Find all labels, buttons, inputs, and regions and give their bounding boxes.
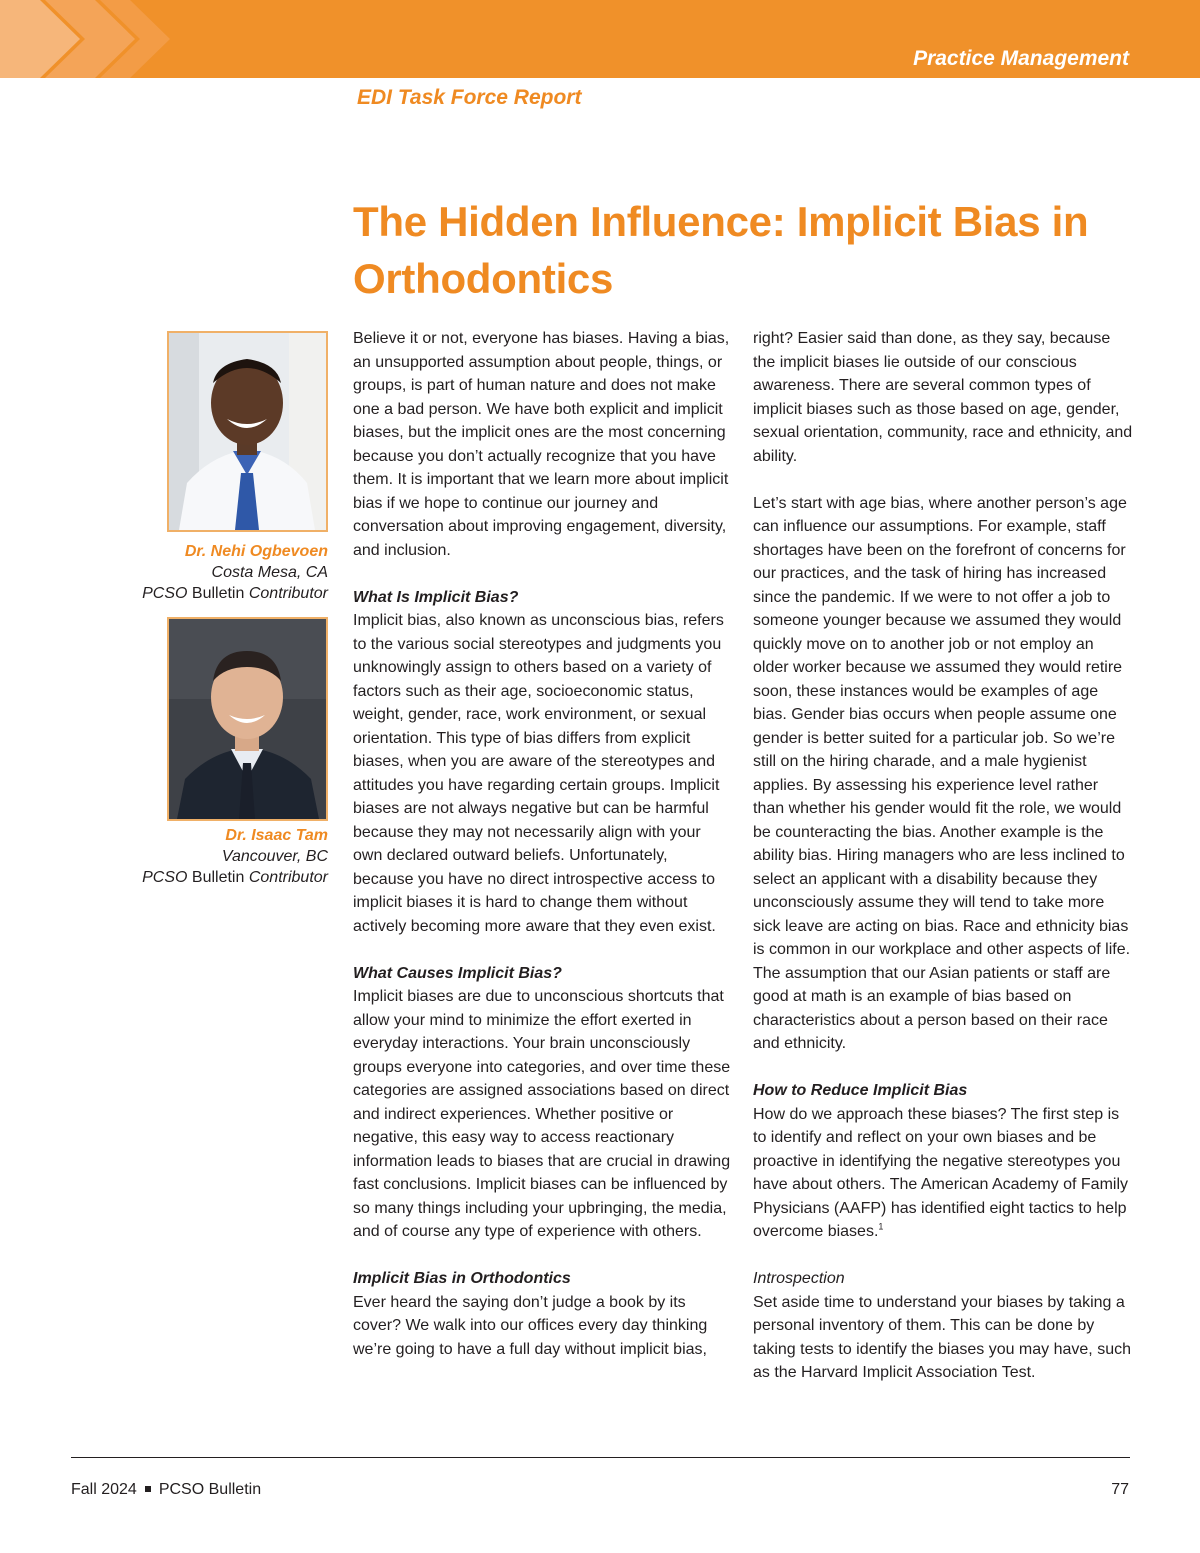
paragraph: Ever heard the saying don’t judge a book by its cover? We walk into our offices every day thinking we’re going to have a full day without implicit bias, xyxy=(353,1293,708,1358)
section-label: Practice Management xyxy=(913,47,1129,70)
author-role: Contributor xyxy=(248,585,328,602)
reference-marker: 1 xyxy=(878,1221,884,1232)
bullet-separator-icon xyxy=(145,1486,151,1492)
author-location: Vancouver, BC xyxy=(221,848,328,865)
paragraph: Believe it or not, everyone has biases. Having a bias, an unsupported assumption about people, things, or groups, is part of human nature and does not make one a bad person. We have both explicit and implicit biases, but the implicit ones are the most concerning because you don’t actually recognize that you have them. It is important that we learn more about implicit bias if we hope to continue our journey and conversation about improving engagement, diversity, and inclusion. xyxy=(353,330,730,559)
paragraph: Set aside time to understand your biases by taking a personal inventory of them. This can be done by taking tests to identify the biases you may have, such as the Harvard Implicit Association Test. xyxy=(753,1293,1131,1381)
footer-divider xyxy=(71,1457,1130,1458)
report-label: EDI Task Force Report xyxy=(357,86,582,109)
subheading: Implicit Bias in Orthodontics xyxy=(353,1270,571,1287)
paragraph: Implicit bias, also known as unconscious bias, refers to the various social stereotypes and judgments you unknowingly assign to others based on a variety of factors such as their age, socioeconomic status, weight, gender, race, work environment, or sexual orientation. This type of bias differs from explicit biases, when you are aware of the stereotypes and attitudes you have regarding certain groups. Implicit biases are not always negative but can be harmful because they may not necessarily align with your own declared outward beliefs. Unfortunately, because you have no direct introspective access to implicit biases it is hard to change them without actively becoming more aware that they even exist. xyxy=(353,612,724,935)
author-name: Dr. Isaac Tam xyxy=(225,827,328,844)
author-publication: PCSO xyxy=(142,585,188,602)
author-photo-tam xyxy=(167,617,328,821)
issue-date: Fall 2024 xyxy=(71,1481,137,1498)
paragraph: Implicit biases are due to unconscious shortcuts that allow your mind to minimize the effort exerted in everyday interactions. Your brain unconsciously groups everyone into categories, and over time these categories are assigned associations based on direct and indirect experiences. Whether positive or negative, this easy way to access reactionary information leads to biases that are crucial in drawing fast conclusions. Implicit biases can be influenced by so many things including your upbringing, the media, and of course any type of experience with others. xyxy=(353,988,731,1240)
subheading: What Causes Implicit Bias? xyxy=(353,964,562,982)
author-location: Costa Mesa, CA xyxy=(211,564,328,581)
subheading: What Is Implicit Bias? xyxy=(353,588,519,606)
chevron-arrows-icon xyxy=(0,0,200,78)
author-name: Dr. Nehi Ogbevoen xyxy=(184,543,328,560)
author-role-prefix: Bulletin xyxy=(191,585,245,602)
paragraph: right? Easier said than done, as they say, because the implicit biases lie outside of our conscious awareness. There are several common types of implicit biases such as those based on age, gender, sexual orientation, community, race and ethnicity, and ability. xyxy=(753,330,1133,465)
author-role-prefix: Bulletin xyxy=(191,869,245,886)
article-column-1 xyxy=(353,327,731,1361)
subheading: How to Reduce Implicit Bias xyxy=(753,1082,968,1099)
subheading-introspection: Introspection xyxy=(753,1270,845,1287)
author-photo-ogbevoen xyxy=(167,331,328,532)
paragraph-with-reference xyxy=(753,1103,1133,1244)
article-column-2 xyxy=(753,327,1133,1385)
paragraph-text: How do we approach these biases? The first step is to identify and reflect on your own biases and be proactive in identifying the negative stereotypes you have about others. The American Academy of Family Physicians (AAFP) has identified eight tactics to help overcome biases. xyxy=(753,1105,1129,1240)
author-publication: PCSO xyxy=(142,869,188,886)
publication-name: PCSO Bulletin xyxy=(158,1481,262,1498)
paragraph: Let’s start with age bias, where another person’s age can influence our assumptions. For example, staff shortages have been on the forefront of concerns for our practices, and the task of hiring has increased since the pandemic. If we were to not offer a job to someone younger because we assumed they would quickly move on to another job or not employ an older worker because we assumed they would retire soon, these instances would be examples of age bias. Gender bias occurs when people assume one gender is better suited for a particular job. So we’re still on the hiring charade, and a male hygienist applies. By assessing his experience level rather than whether his gender would fit the role, we would be counteracting the bias. Another example is the ability bias. Hiring managers who are less inclined to select an applicant with a disability because they unconsciously assume they will tend to take more sick leave are acting on bias. Race and ethnicity bias is common in our workplace and other aspects of life. The assumption that our Asian patients or staff are good at math is an example of bias based on characteristics about a person based on their race and ethnicity. xyxy=(753,494,1131,1052)
page-number: 77 xyxy=(1111,1481,1129,1498)
author-byline-2 xyxy=(100,825,328,888)
article-title: The Hidden Influence: Implicit Bias in Orthodontics xyxy=(353,198,1089,302)
author-role: Contributor xyxy=(248,869,328,886)
author-byline-1 xyxy=(100,541,328,604)
footer-issue xyxy=(71,1481,261,1499)
